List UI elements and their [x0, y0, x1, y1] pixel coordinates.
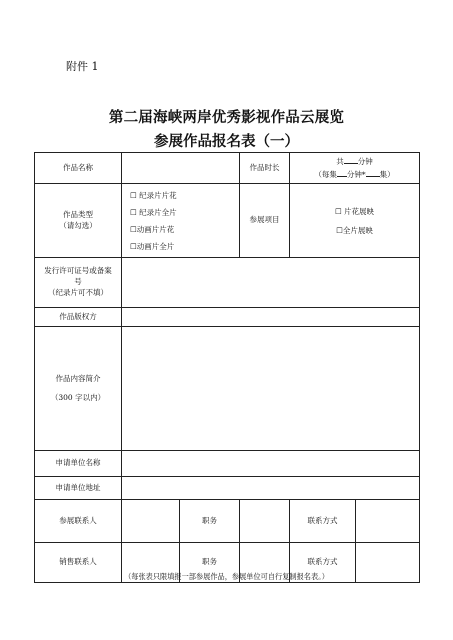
row-summary: [35, 327, 420, 451]
duration-detail-line: [292, 168, 417, 181]
summary-label: 作品内容简介: [55, 373, 101, 383]
work-type-cell: [35, 184, 122, 258]
copyright-label: 作品版权方: [35, 308, 122, 327]
exhibit-contact-method-field[interactable]: [356, 500, 420, 543]
sales-contact-label: 销售联系人: [35, 543, 122, 583]
exhibit-contact-label: 参展联系人: [35, 500, 122, 543]
license-hint: （纪录片可不填）: [48, 287, 108, 297]
work-type-option-doc-trailer[interactable]: ☐ 纪录片片花: [130, 190, 177, 200]
exhibit-contact-position-field[interactable]: [240, 500, 290, 543]
summary-field[interactable]: [122, 327, 420, 451]
work-type-option-doc-full[interactable]: ☐ 纪录片全片: [130, 207, 177, 217]
row-applicant-address: [35, 477, 420, 500]
copyright-field[interactable]: [122, 308, 420, 327]
row-copyright: [35, 308, 420, 327]
license-cell: [35, 258, 122, 308]
duration-label: 作品时长: [240, 153, 290, 184]
duration-detail-episodes: 集）: [379, 170, 395, 179]
license-label: 发行许可证号或备案: [44, 266, 112, 276]
duration-detail-minutes: 分钟*: [346, 170, 366, 179]
duration-total-unit: 分钟: [357, 157, 373, 167]
duration-total-prefix: 共: [336, 157, 344, 167]
exhibit-contact-position-label: 职务: [180, 500, 240, 543]
work-name-label: 作品名称: [35, 153, 122, 184]
sales-contact-method-label: 联系方式: [290, 543, 356, 583]
applicant-address-label: 申请单位地址: [35, 477, 122, 500]
duration-episodes-blank[interactable]: [366, 168, 380, 177]
attachment-label: 附件 1: [66, 60, 99, 73]
duration-total-line: [292, 155, 417, 168]
duration-minutes-blank[interactable]: [337, 168, 347, 177]
applicant-name-label: 申请单位名称: [35, 451, 122, 477]
work-type-option-anim-trailer[interactable]: ☐动画片片花: [130, 224, 175, 234]
row-work-name: [35, 153, 420, 184]
exhibit-contact-field[interactable]: [122, 500, 180, 543]
work-name-field[interactable]: [122, 153, 240, 184]
summary-cell: [35, 327, 122, 451]
form-title: 第二届海峡两岸优秀影视作品云展览: [108, 109, 345, 126]
exhibit-item-label: 参展项目: [240, 184, 290, 258]
row-license: [35, 258, 420, 308]
duration-detail-per: （每集: [314, 170, 337, 179]
exhibit-item-options: [290, 184, 420, 258]
form-subtitle: 参展作品报名表（一）: [154, 133, 299, 150]
work-type-options: [122, 184, 240, 258]
duration-field[interactable]: [290, 153, 420, 184]
row-applicant-name: [35, 451, 420, 477]
applicant-name-field[interactable]: [122, 451, 420, 477]
footnote: （每张表只限填报一部参展作品，参展单位可自行复制报名表。）: [124, 572, 329, 581]
exhibit-option-trailer[interactable]: ☐ 片花展映: [334, 206, 375, 216]
work-type-option-anim-full[interactable]: ☐动画片全片: [130, 241, 175, 251]
license-field[interactable]: [122, 258, 420, 308]
summary-hint: （300 字以内）: [50, 392, 106, 402]
row-exhibit-contact: [35, 500, 420, 543]
work-type-hint: （请勾选）: [59, 220, 97, 230]
applicant-address-field[interactable]: [122, 477, 420, 500]
duration-total-blank[interactable]: [344, 155, 358, 164]
license-label-cont: 号: [74, 277, 82, 287]
work-type-label: 作品类型: [63, 209, 93, 219]
exhibit-option-full[interactable]: ☐全片展映: [336, 225, 373, 235]
sales-contact-position-label: 职务: [180, 543, 240, 583]
registration-form-table: [34, 152, 420, 583]
row-work-type: [35, 184, 420, 258]
exhibit-contact-method-label: 联系方式: [290, 500, 356, 543]
